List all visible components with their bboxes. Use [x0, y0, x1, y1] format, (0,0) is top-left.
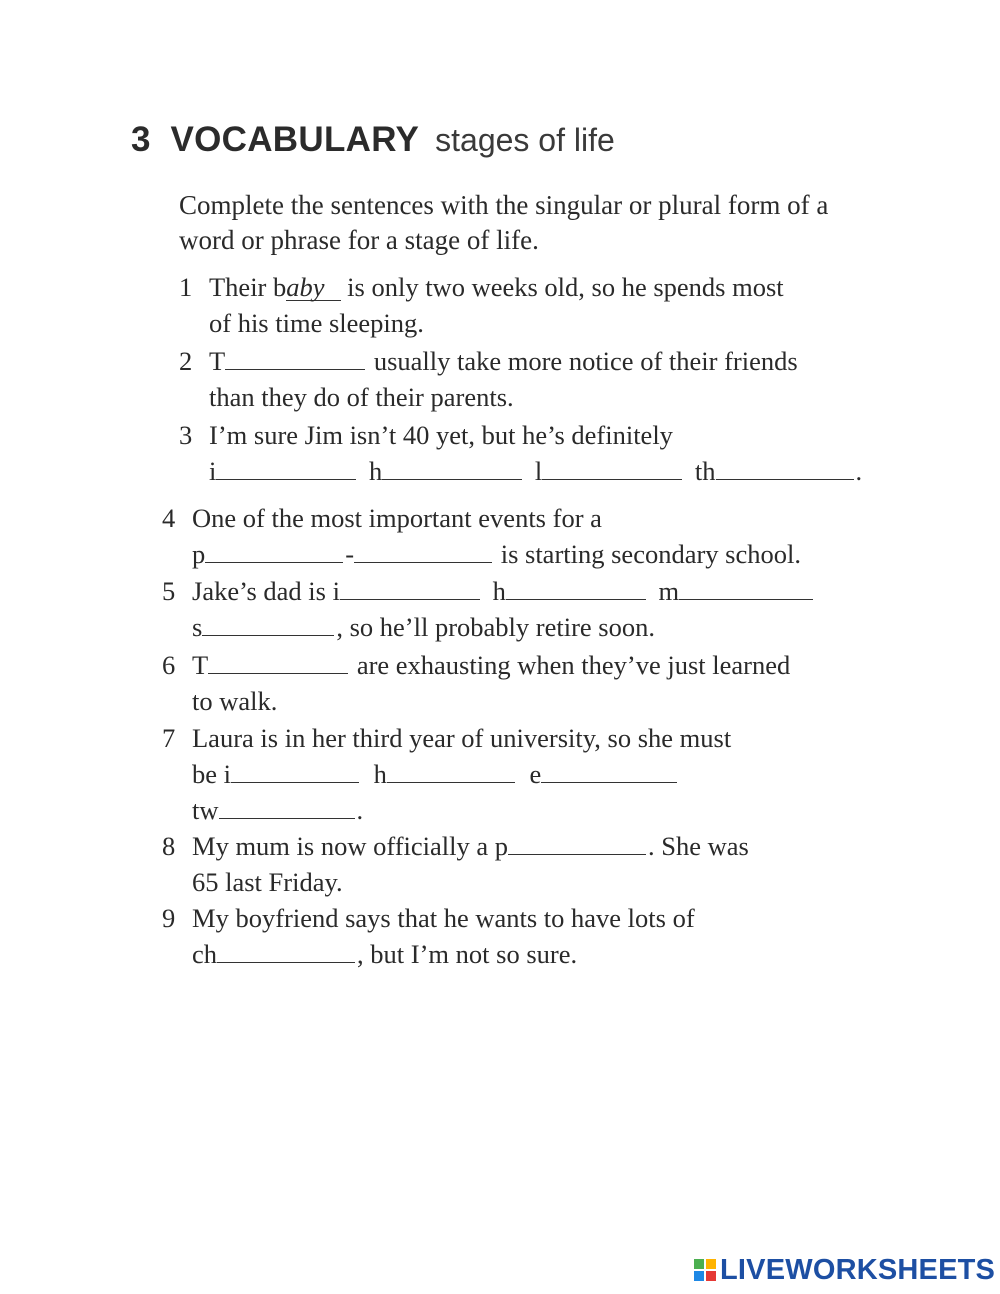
item-text: My mum is now officially a p	[192, 831, 509, 861]
item-text: th	[694, 456, 716, 486]
item-number: 1	[179, 272, 193, 302]
answer-blank[interactable]	[205, 538, 343, 563]
item-text: I’m sure Jim isn’t 40 yet, but he’s definitely	[209, 420, 673, 450]
item-number: 9	[162, 903, 176, 933]
answer-blank[interactable]	[387, 758, 515, 783]
brand-name: LIVEWORKSHEETS	[720, 1254, 996, 1286]
item-text: usually take more notice of their friends	[367, 346, 798, 376]
item-text: s	[192, 612, 203, 642]
item-text: of his time sleeping.	[209, 308, 424, 338]
answer-blank[interactable]	[217, 938, 355, 963]
item-text: , so he’ll probably retire soon.	[336, 612, 655, 642]
item-text: tw	[192, 795, 219, 825]
section-heading: VOCABULARY	[170, 120, 420, 159]
section-number: 3	[131, 120, 151, 159]
item-text: i	[209, 456, 217, 486]
item-text: Laura is in her third year of university, so she must	[192, 723, 732, 753]
item-text: . She was	[648, 831, 749, 861]
item-number: 5	[162, 576, 176, 606]
item-number: 2	[179, 346, 193, 376]
answer-blank[interactable]	[354, 538, 492, 563]
item-text: is only two weeks old, so he spends most	[340, 272, 784, 302]
item-text: , but I’m not so sure.	[357, 939, 578, 969]
item-text: 65 last Friday.	[192, 867, 343, 897]
item-text: -	[345, 539, 355, 569]
item-text: ch	[192, 939, 218, 969]
item-text: m	[658, 576, 680, 606]
answer-blank[interactable]	[541, 758, 677, 783]
section-subtitle: stages of life	[435, 122, 615, 158]
item-number: 3	[179, 420, 193, 450]
item-text: than they do of their parents.	[209, 382, 514, 412]
answer-blank[interactable]	[208, 649, 348, 674]
item-text: h	[492, 576, 506, 606]
answer-blank[interactable]	[506, 575, 646, 600]
liveworksheets-logo	[694, 1254, 995, 1286]
item-number: 7	[162, 723, 176, 753]
item-text: T	[192, 650, 209, 680]
item-text: .	[855, 456, 863, 486]
item-text: l	[534, 456, 543, 486]
answer-blank[interactable]	[542, 455, 682, 480]
answer-blank[interactable]	[508, 830, 646, 855]
item-text: is starting secondary school.	[494, 539, 801, 569]
item-text: to walk.	[192, 686, 278, 716]
item-text: My boyfriend says that he wants to have lots of	[192, 903, 695, 933]
item-text: p	[192, 539, 206, 569]
item-text: T	[209, 346, 226, 376]
item-text: One of the most important events for a	[192, 503, 602, 533]
item-text: Their b	[209, 272, 287, 302]
answer-field[interactable]: aby	[286, 274, 340, 301]
item-text: h	[369, 456, 383, 486]
answer-blank[interactable]	[225, 345, 365, 370]
logo-grid-icon	[694, 1259, 716, 1281]
answer-blank[interactable]	[716, 455, 854, 480]
answer-blank[interactable]	[202, 611, 334, 636]
item-text: e	[529, 759, 542, 789]
answer-blank[interactable]	[216, 455, 356, 480]
item-number: 4	[162, 503, 176, 533]
item-text: are exhausting when they’ve just learned	[350, 650, 791, 680]
item-number: 6	[162, 650, 176, 680]
item-number: 8	[162, 831, 176, 861]
section-title	[131, 120, 615, 170]
item-text: be i	[192, 759, 231, 789]
item-text: .	[356, 795, 364, 825]
answer-blank[interactable]	[231, 758, 359, 783]
instructions: Complete the sentences with the singular or plural form of a word or phrase for a stage of life.	[179, 190, 829, 255]
item-text: h	[373, 759, 387, 789]
answer-blank[interactable]	[679, 575, 813, 600]
item-text: Jake’s dad is i	[192, 576, 340, 606]
answer-blank[interactable]	[382, 455, 522, 480]
answer-blank[interactable]	[340, 575, 480, 600]
answer-blank[interactable]	[219, 794, 355, 819]
